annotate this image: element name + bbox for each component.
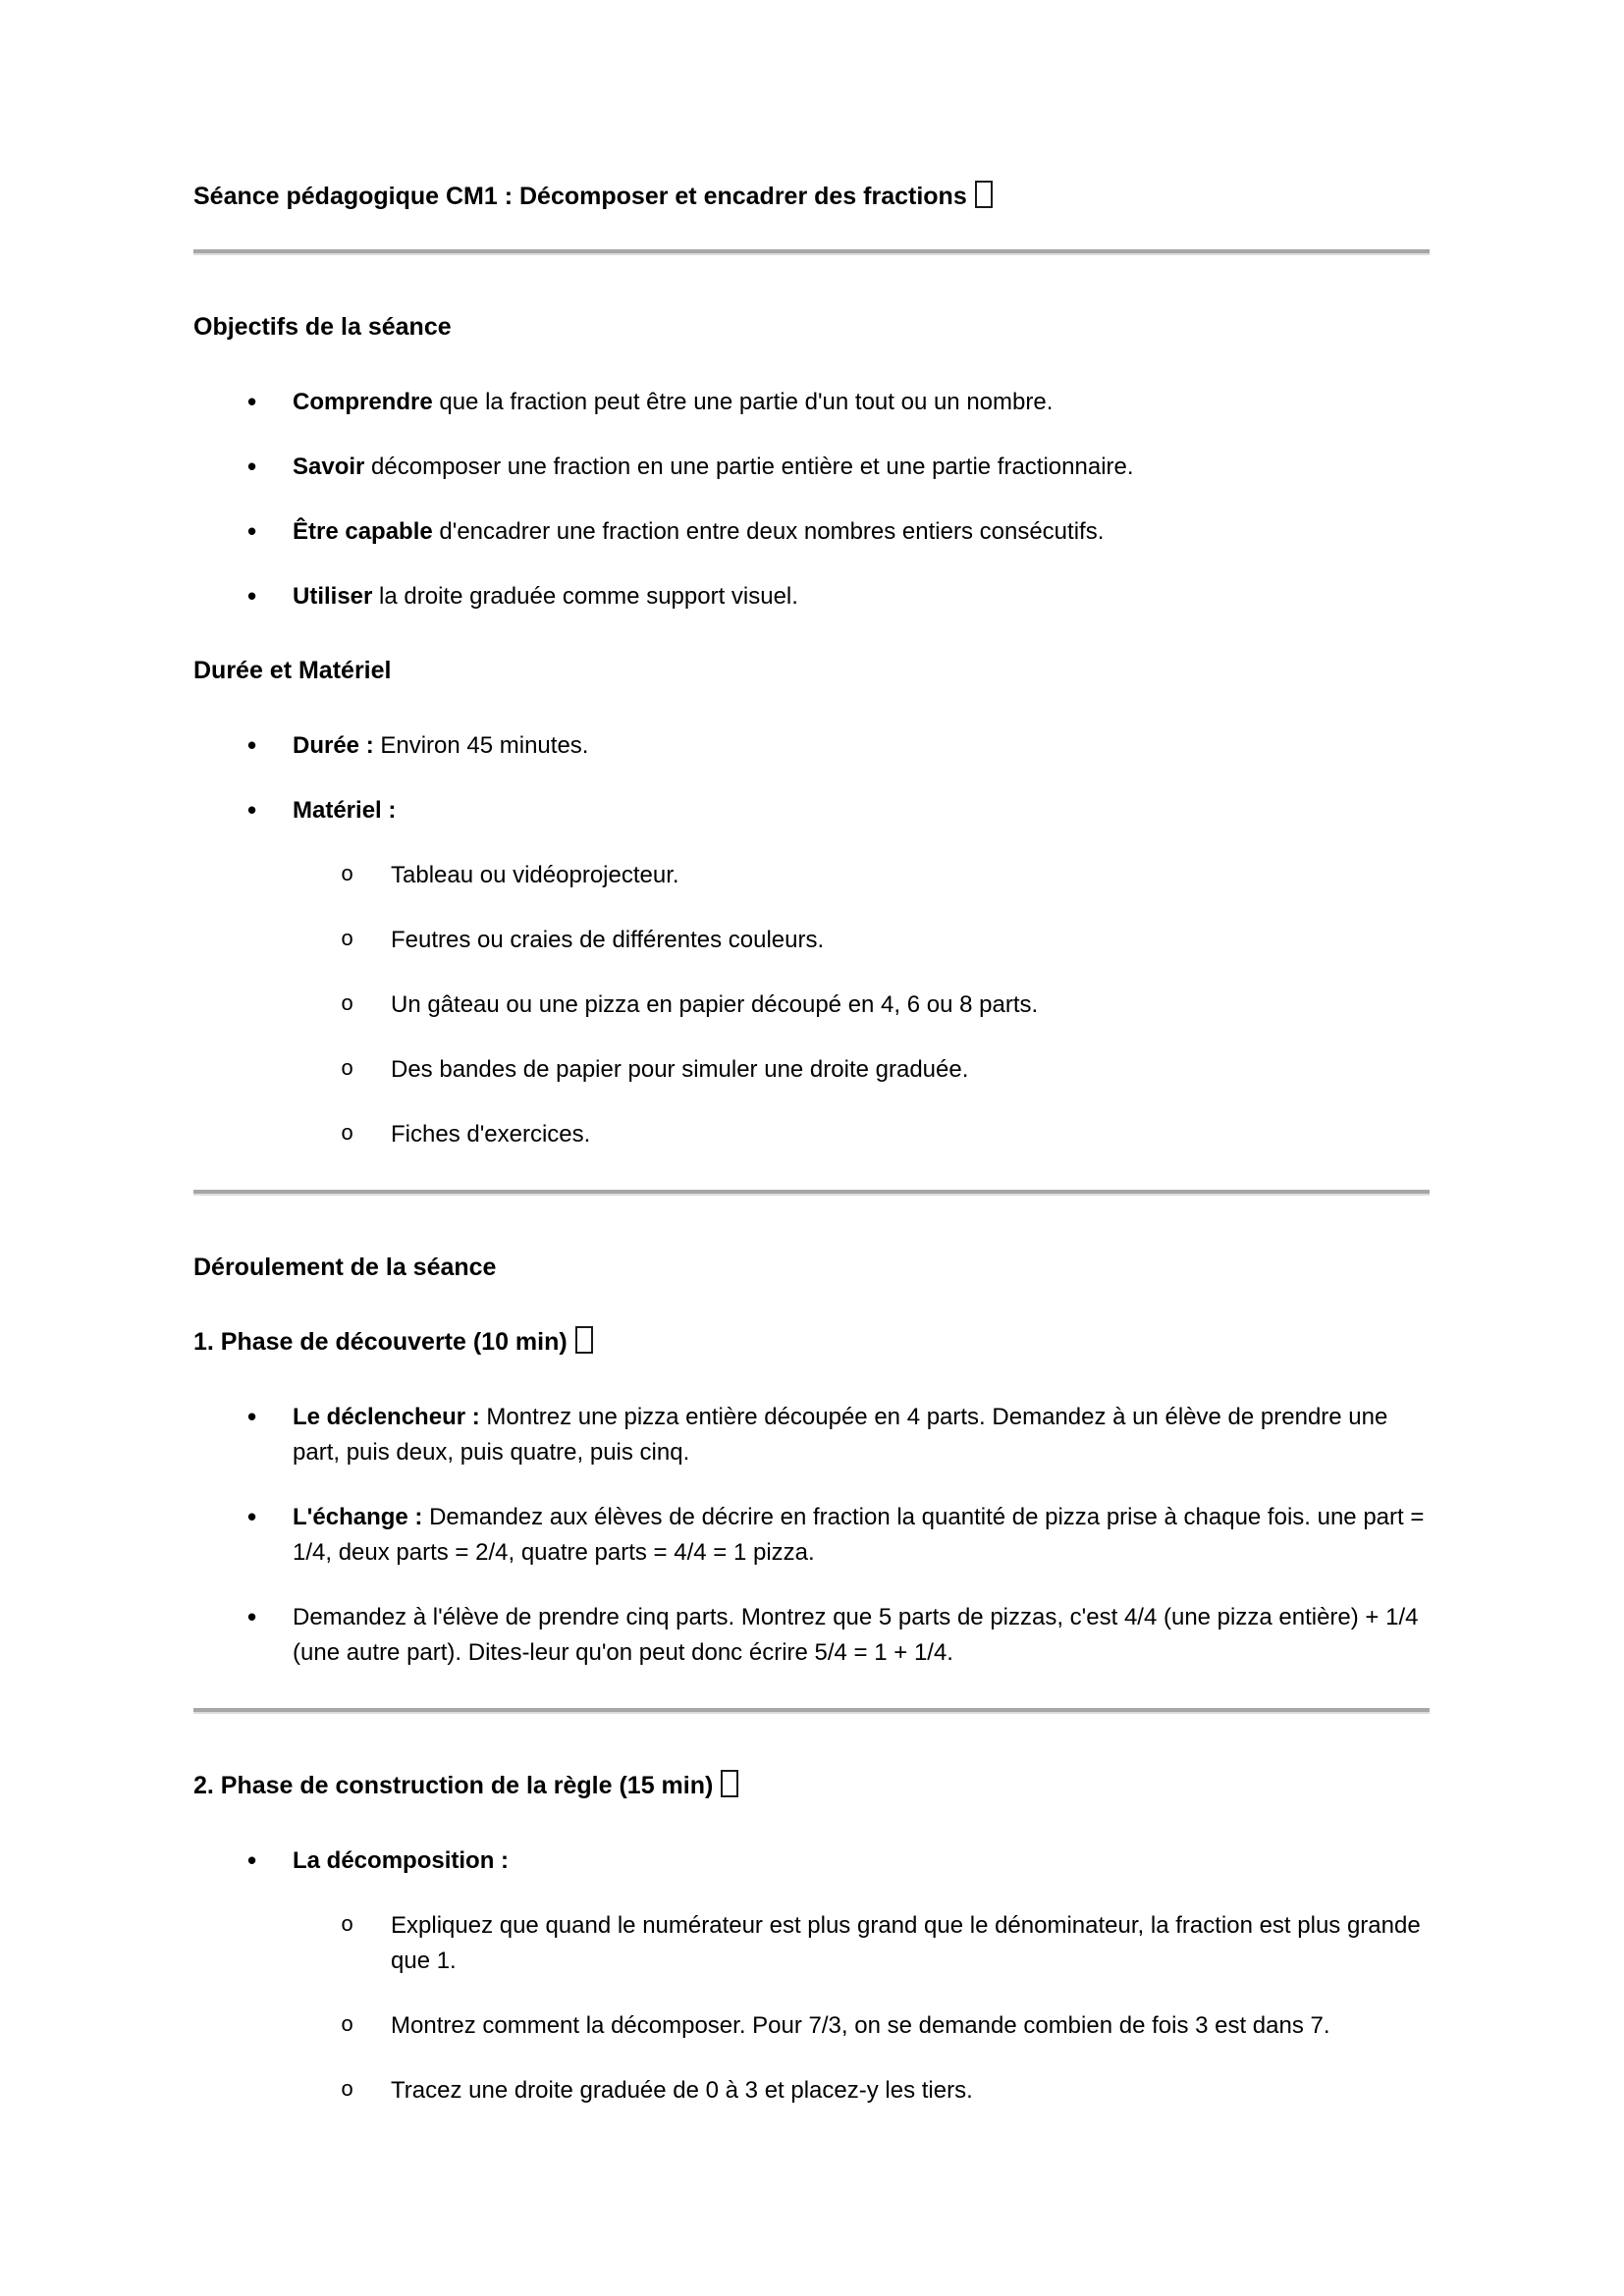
- section-heading-phase1: [193, 1325, 1430, 1359]
- item-text: Expliquez que quand le numérateur est plus grand que le dénominateur, la fraction est plus grande que 1.: [391, 1912, 1421, 1974]
- list-item: [293, 1117, 1430, 1152]
- list-item: [193, 579, 1430, 614]
- section-heading-duration-material: Durée et Matériel: [193, 657, 392, 684]
- phase2-heading-text: 2. Phase de construction de la règle (15 min): [193, 1772, 714, 1799]
- phase2-list: [193, 1843, 1430, 2109]
- item-text: décomposer une fraction en une partie entière et une partie fractionnaire.: [364, 454, 1134, 480]
- item-lead: Utiliser: [293, 583, 373, 610]
- material-sublist: [293, 858, 1430, 1152]
- item-text: Tracez une droite graduée de 0 à 3 et placez-y les tiers.: [391, 2077, 973, 2104]
- page-title: [193, 181, 1430, 212]
- page-title-text: Séance pédagogique CM1 : Décomposer et encadrer des fractions: [193, 183, 967, 210]
- item-text: d'encadrer une fraction entre deux nombres entiers consécutifs.: [432, 518, 1105, 545]
- item-text: Un gâteau ou une pizza en papier découpé en 4, 6 ou 8 parts.: [391, 991, 1039, 1018]
- item-text: Demandez aux élèves de décrire en fraction la quantité de pizza prise à chaque fois. une part = 1/4, deux parts = 2/4, quatre parts = 4/4 = 1 pizza.: [293, 1504, 1425, 1566]
- missing-emoji-glyph: [721, 1770, 738, 1797]
- item-lead: L'échange :: [293, 1504, 423, 1530]
- missing-emoji-glyph: [575, 1326, 593, 1354]
- item-lead: Durée :: [293, 732, 374, 759]
- list-item: [293, 923, 1430, 958]
- missing-emoji-glyph: [975, 181, 993, 208]
- divider: [193, 249, 1430, 255]
- phase1-list: [193, 1400, 1430, 1671]
- list-item: [193, 1843, 1430, 2109]
- list-item: [193, 450, 1430, 485]
- list-item: [193, 385, 1430, 420]
- item-lead: Savoir: [293, 454, 365, 480]
- phase1-heading-text: 1. Phase de découverte (10 min): [193, 1328, 568, 1356]
- section-heading-phase2: [193, 1769, 1430, 1802]
- list-item: [193, 1500, 1430, 1571]
- section-heading-objectives: Objectifs de la séance: [193, 313, 452, 341]
- item-lead: La décomposition :: [293, 1847, 510, 1874]
- list-item: [293, 2073, 1430, 2109]
- item-lead: Le déclencheur :: [293, 1404, 480, 1430]
- list-item: [193, 1600, 1430, 1671]
- list-item: [193, 514, 1430, 550]
- divider: [193, 1190, 1430, 1196]
- list-item: [293, 1052, 1430, 1088]
- divider: [193, 1708, 1430, 1714]
- item-text: Fiches d'exercices.: [391, 1121, 591, 1148]
- item-text: Montrez une pizza entière découpée en 4 parts. Demandez à un élève de prendre une part, puis deux, puis quatre, puis cinq.: [293, 1404, 1388, 1466]
- item-text: Montrez comment la décomposer. Pour 7/3, on se demande combien de fois 3 est dans 7.: [391, 2012, 1330, 2039]
- item-text: la droite graduée comme support visuel.: [372, 583, 798, 610]
- list-item: [293, 858, 1430, 893]
- list-item: [293, 2008, 1430, 2044]
- item-lead: Être capable: [293, 518, 433, 545]
- list-item: [193, 1400, 1430, 1470]
- item-text: Feutres ou craies de différentes couleurs.: [391, 927, 825, 953]
- list-item: [293, 1908, 1430, 1979]
- item-lead: Matériel :: [293, 797, 397, 824]
- list-item: [193, 793, 1430, 1152]
- item-text: Demandez à l'élève de prendre cinq parts. Montrez que 5 parts de pizzas, c'est 4/4 (une pizza entière) + 1/4 (une autre part). Dites-leur qu'on peut donc écrire 5/4 = 1 + 1/4.: [293, 1604, 1419, 1666]
- section-heading-flow: Déroulement de la séance: [193, 1254, 497, 1281]
- item-text: Environ 45 minutes.: [373, 732, 589, 759]
- duration-material-list: [193, 728, 1430, 1152]
- item-text: Tableau ou vidéoprojecteur.: [391, 862, 679, 888]
- item-text: que la fraction peut être une partie d'un tout ou un nombre.: [432, 389, 1054, 415]
- list-item: [193, 728, 1430, 764]
- item-text: Des bandes de papier pour simuler une droite graduée.: [391, 1056, 969, 1083]
- item-lead: Comprendre: [293, 389, 433, 415]
- list-item: [293, 988, 1430, 1023]
- objectives-list: [193, 385, 1430, 614]
- phase2-sublist: [293, 1908, 1430, 2109]
